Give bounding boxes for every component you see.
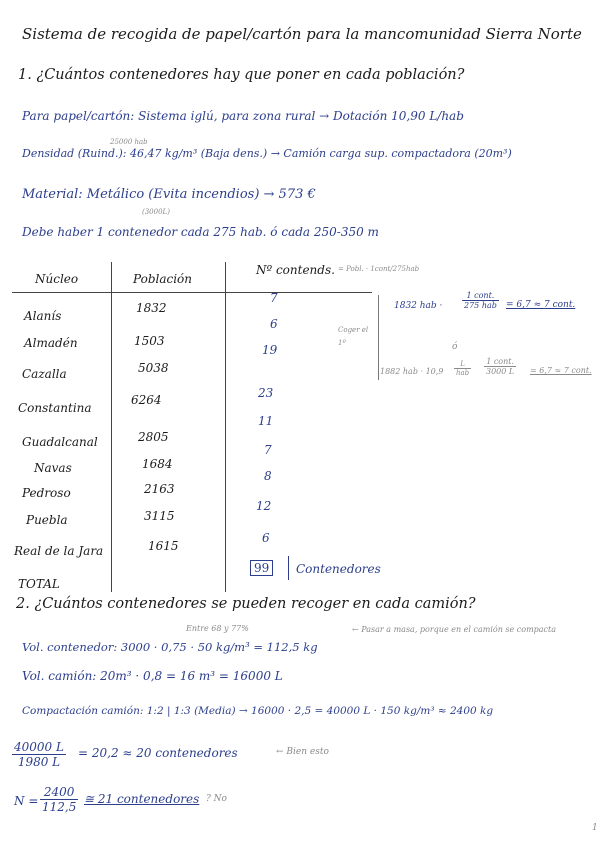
side-calc-2-result: = 6,7 ≈ 7 cont. [530,366,592,375]
side-calc-1-left: 1832 hab · [394,301,443,311]
line-vol-contenedor: Vol. contenedor: 3000 · 0,75 · 50 kg/m³ = 112,5 kg [22,640,318,654]
table-header-num-contenedores: Nº contends. [256,263,335,277]
side-calc-2-left: 1882 hab · 10,9 [380,367,444,376]
result-2-fraction [40,785,78,814]
table-row-5-nucleo: Guadalcanal [22,435,98,449]
table-total-value: 99 [250,560,273,576]
total-divider [288,556,289,580]
page-title: Sistema de recogida de papel/cartón para la mancomunidad Sierra Norte [22,25,582,43]
side-calc-2-unit-den: hab [456,369,470,377]
table-row-6-poblacion: 1684 [142,457,173,471]
result-2-num: 2400 [40,785,78,800]
question-2: 2. ¿Cuántos contenedores se pueden recoger en cada camión? [16,596,476,612]
table-col-divider-2 [225,262,226,592]
table-row-9-contenedores: 6 [262,531,270,545]
side-bracket [378,295,379,380]
note-coger: Coger el 1º [338,326,369,347]
table-row-2-nucleo: Almadén [24,336,78,350]
page-number: 1 [592,823,598,833]
table-col-divider-1 [111,262,112,592]
line-densidad: Densidad (Ruind.): 46,47 kg/m³ (Baja dens.) → Camión carga sup. compactadora (20m³) [22,147,512,160]
table-row-1-nucleo: Alanís [24,309,62,323]
table-header-poblacion: Población [133,272,192,286]
side-calc-1-fraction [462,291,499,310]
table-row-1-contenedores: 7 [270,291,278,305]
table-row-3-nucleo: Cazalla [22,367,67,381]
table-row-1-poblacion: 1832 [136,301,167,315]
table-row-8-nucleo: Puebla [26,513,68,527]
note-pasar-masa: ← Pasar a masa, porque en el camión se compacta [352,625,557,634]
side-calc-2-num: 1 cont. [484,357,516,367]
table-row-4-contenedores: 23 [258,386,274,400]
side-or: ó [452,342,458,352]
table-row-8-poblacion: 3115 [144,509,175,523]
table-row-2-contenedores: 6 [270,317,278,331]
result-1-den: 1980 L [17,755,61,769]
side-calc-1-result: = 6,7 ≈ 7 cont. [506,300,576,310]
table-total-label: TOTAL [18,577,60,591]
note-3000L: (3000L) [142,208,170,216]
note-25000-hab: 25000 hab [110,138,148,146]
result-1-fraction [12,740,66,769]
table-row-7-contenedores: 8 [264,469,272,483]
table-header-nucleo: Núcleo [35,272,79,286]
table-header-divider [12,292,372,293]
line-debe-haber: Debe haber 1 contenedor cada 275 hab. ó cada 250-350 m [22,225,379,239]
table-row-5-contenedores: 11 [258,414,274,428]
line-material: Material: Metálico (Evita incendios) → 573 € [22,187,316,202]
result-1-value: = 20,2 ≈ 20 contenedores [78,746,238,760]
table-row-2-poblacion: 1503 [134,334,165,348]
note-vol-contenedor-range: Entre 68 y 77% [186,624,249,633]
side-calc-1-num: 1 cont. [462,291,499,301]
table-row-3-contenedores: 19 [262,343,278,357]
table-row-4-poblacion: 6264 [131,393,162,407]
result-1-num: 40000 L [14,740,64,754]
table-row-7-nucleo: Pedroso [22,486,71,500]
side-calc-2-unit-num: L [454,360,471,369]
result-1-note: ← Bien esto [276,747,329,757]
table-row-6-contenedores: 7 [264,443,272,457]
table-row-6-nucleo: Navas [34,461,72,475]
result-2-value: ≅ 21 contenedores [84,792,200,806]
side-calc-2-fraction [484,357,516,376]
table-row-8-contenedores: 12 [256,499,272,513]
line-vol-camion: Vol. camión: 20m³ · 0,8 = 16 m³ = 16000 L [22,669,283,683]
table-row-7-poblacion: 2163 [144,482,175,496]
question-1: 1. ¿Cuántos contenedores hay que poner en cada población? [18,67,465,83]
table-row-3-poblacion: 5038 [138,361,169,375]
side-calc-1-den: 275 hab [464,301,497,310]
table-total-unit: Contenedores [296,562,381,576]
result-2-den: 112,5 [42,800,77,814]
line-papel-carton: Para papel/cartón: Sistema iglú, para zona rural → Dotación 10,90 L/hab [22,109,464,123]
table-row-9-poblacion: 1615 [148,539,179,553]
table-row-5-poblacion: 2805 [138,430,169,444]
result-2-prefix: N = [14,794,39,808]
table-row-9-nucleo: Real de la Jara [14,544,104,558]
side-calc-2-unit [454,360,471,377]
table-header-formula: = Pobl. · 1cont/275hab [338,265,420,273]
line-compactacion: Compactación camión: 1:2 | 1:3 (Media) → 16000 · 2,5 = 40000 L · 150 kg/m³ ≈ 2400 kg [22,705,494,717]
table-row-4-nucleo: Constantina [18,401,92,415]
result-2-note: ? No [206,794,227,804]
side-calc-2-den: 3000 L [486,367,515,376]
